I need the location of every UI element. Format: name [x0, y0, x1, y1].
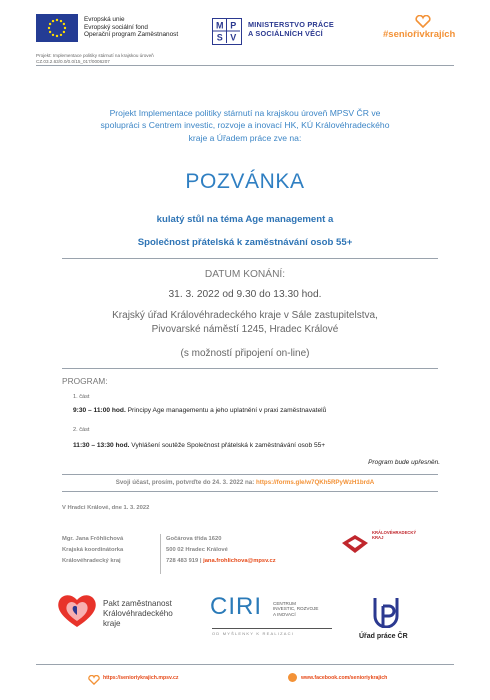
contact-street: Gočárova třída 1620 — [166, 536, 222, 542]
ciri-tagline: OD MYŠLENKY K REALIZACI — [212, 628, 332, 636]
contact-phone: 728 483 919 — [166, 557, 199, 564]
program-item — [73, 442, 325, 449]
pakt-name — [103, 599, 173, 630]
intro-line: Projekt Implementace politiky stárnutí na krajskou úroveň MPSV ČR ve — [109, 108, 381, 118]
eu-line: Evropský sociální fond — [84, 23, 148, 31]
contact-person — [62, 534, 123, 566]
program-item-text: Vyhlášení soutěže Společnost přátelská k zaměstnávání osob 55+ — [131, 442, 326, 449]
contact-details — [166, 534, 276, 566]
rsvp-line — [36, 479, 454, 486]
eu-flag-logo — [36, 14, 78, 42]
pakt-heart-logo — [56, 591, 98, 636]
urad-prace-logo — [372, 596, 400, 633]
event-place — [0, 309, 490, 338]
svg-text:M: M — [216, 20, 224, 31]
program-item — [73, 407, 326, 414]
place-line: Krajský úřad Královéhradeckého kraje v Sále zastupitelstva, — [112, 310, 378, 321]
pakt-line: Královéhradeckého — [103, 609, 173, 619]
program-divider — [62, 474, 438, 475]
facebook-icon — [288, 673, 297, 682]
mpsv-logo — [212, 18, 242, 45]
footer-facebook-link[interactable]: www.facebook.com/senioriykrajich — [301, 675, 388, 681]
eu-line: Evropská unie — [84, 16, 125, 23]
mpsv-line: A SOCIÁLNÍCH VĚCÍ — [248, 28, 323, 38]
pakt-line: Pakt zaměstnanost — [103, 599, 172, 608]
kraj-line: KRÁLOVÉHRADECKÝ — [372, 530, 417, 535]
ciri-line: INVESTIC, ROZVOJE — [273, 606, 319, 612]
event-divider — [62, 368, 438, 369]
intro-line: spolupráci s Centrem investic, rozvoje a inovací HK, KÚ Královéhradeckého — [100, 120, 390, 131]
senior-hashtag: #seniořivkrajích — [383, 29, 456, 40]
ciri-line: A INOVACÍ — [273, 611, 296, 617]
program-part-label: 1. část — [73, 394, 90, 400]
online-note: (s možností připojení on-line) — [180, 348, 310, 359]
ciri-line: CENTRUM — [273, 601, 296, 606]
project-note-line: Projekt: Implementace politiky stárnutí na krajskou úroveň — [36, 53, 154, 58]
footer-heart-icon — [88, 672, 100, 690]
footer-web-link[interactable]: https://senioriykrajich.mpsv.cz — [103, 675, 179, 681]
program-item-time: 11:30 – 13:30 hod. — [73, 442, 130, 449]
project-note — [36, 53, 154, 65]
contact-separator — [160, 534, 161, 574]
date-label: DATUM KONÁNÍ: — [204, 269, 286, 280]
program-note: Program bude upřesněn. — [368, 459, 440, 466]
eu-line: Operační program Zaměstnanost — [84, 31, 179, 39]
kralovehradecky-kraj-logo — [340, 529, 370, 560]
mpsv-line: MINISTERSTVO PRÁCE — [248, 20, 334, 29]
header-divider — [36, 65, 454, 66]
pakt-line: kraje — [103, 619, 121, 629]
program-item-time: 9:30 – 11:00 hod. — [73, 407, 126, 414]
urad-prace-label: Úřad práce ČR — [359, 633, 408, 640]
rsvp-divider — [62, 491, 438, 492]
kraj-line: KRAJ — [372, 535, 384, 540]
contact-role: Krajská koordinátorka — [62, 546, 124, 553]
program-label: PROGRAM: — [62, 376, 108, 386]
dateline: V Hradci Králové, dne 1. 3. 2022 — [62, 505, 150, 511]
contact-org: Královéhradecký kraj — [62, 557, 121, 564]
project-code-line: CZ.03.2.63/0.0/0.0/15_017/0006207 — [36, 59, 110, 64]
title-divider — [62, 258, 438, 259]
program-part-label: 2. část — [73, 427, 90, 433]
intro-line: kraje a Úřadem práce zve na: — [188, 132, 302, 143]
rsvp-form-link[interactable]: https://forms.gle/w7QKh5RPyWzH1brdA — [256, 479, 375, 486]
contact-sep: | — [198, 557, 204, 564]
intro-text — [60, 107, 430, 144]
rsvp-text: Svoji účast, prosím, potvrďte do 24. 3. 2022 na: — [115, 479, 255, 486]
ciri-logo-mark: CIRI — [210, 593, 262, 620]
subtitle-line-1: kulatý stůl na téma Age management a — [156, 214, 334, 225]
kraj-name — [372, 530, 416, 540]
program-item-text: Principy Age managementu a jeho uplatnění v praxi zaměstnavatelů — [127, 407, 327, 414]
footer-divider — [36, 664, 454, 665]
contact-name: Mgr. Jana Fröhlichová — [62, 536, 124, 542]
svg-text:V: V — [230, 32, 237, 43]
svg-text:P: P — [230, 20, 237, 31]
place-line: Pivovarské náměstí 1245, Hradec Králové — [151, 324, 339, 336]
subtitle-line-2: Společnost přátelská k zaměstnávání osob 55+ — [137, 237, 353, 248]
date-value: 31. 3. 2022 od 9.30 do 13.30 hod. — [168, 289, 322, 300]
contact-phone-email — [166, 556, 276, 567]
ciri-name — [273, 601, 318, 617]
contact-email-link[interactable]: jana.frohlichova@mpsv.cz — [203, 557, 276, 564]
contact-city: 500 02 Hradec Králové — [166, 546, 228, 553]
eu-program-text — [84, 16, 178, 39]
svg-text:S: S — [216, 32, 223, 43]
mpsv-name — [248, 21, 334, 38]
invitation-title: POZVÁNKA — [185, 170, 305, 193]
